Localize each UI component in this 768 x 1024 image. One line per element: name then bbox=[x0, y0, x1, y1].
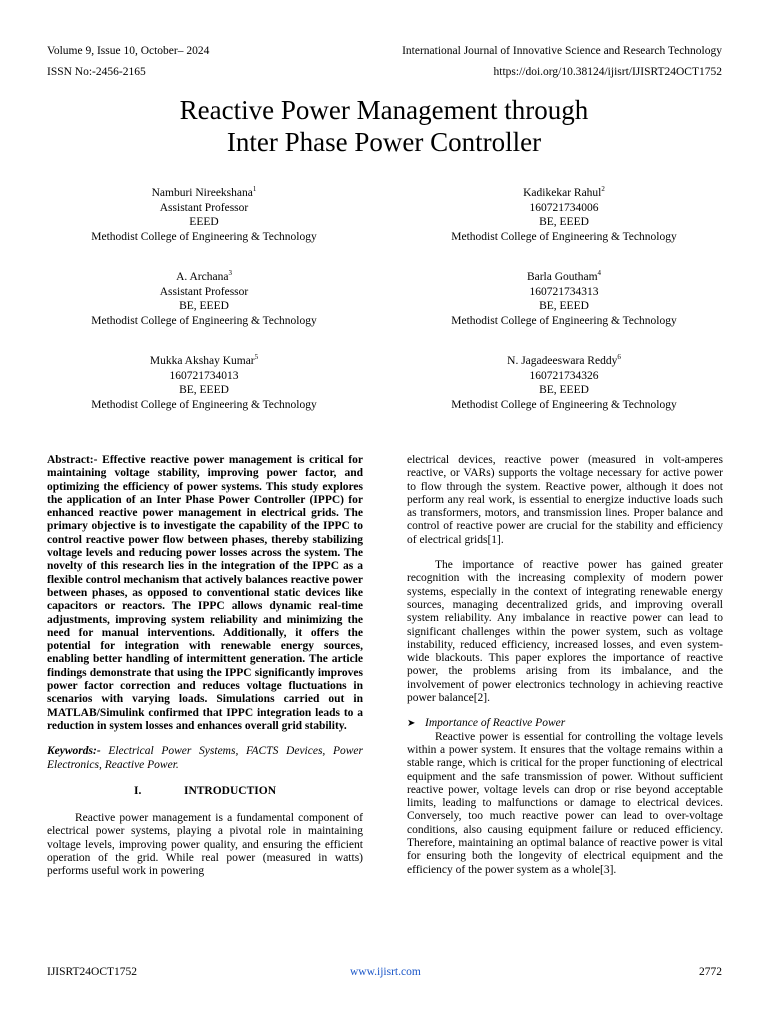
abstract: Abstract:- Effective reactive power management is critical for maintaining voltage stability, improving power factor, and optimizing the efficiency of power systems. This study explores the application of an Inter Phase Power Controller (IPPC) for enhanced reactive power management in electrical grids. The primary objective is to investigate the capability of the IPPC to control reactive power flow between phases, thereby stabilizing voltage levels and reducing power losses across the system. The novelty of this research lies in the integration of the IPPC as a flexible control mechanism that actively balances reactive power between phases, as opposed to conventional static devices like capacitors or reactors. The IPPC allows dynamic real-time adjustments, improving system reliability and minimizing the need for manual interventions. Additionally, it offers the potential for integration with renewable energy sources, enabling better handling of intermittent generation. The article findings demonstrate that using the IPPC significantly improves power factor correction and reduces voltage fluctuations in scenarios with varying loads. Simulations carried out in MATLAB/Simulink confirmed that IPPC integration leads to a reduction in system losses and enhances overall grid stability. bbox=[47, 454, 363, 732]
author-block-4 bbox=[394, 270, 734, 328]
keywords-text: Electrical Power Systems, FACTS Devices, Power Electronics, Reactive Power. bbox=[47, 745, 363, 771]
doi-link[interactable]: https://doi.org/10.38124/ijisrt/IJISRT24OCT1752 bbox=[493, 66, 722, 78]
author-affiliation: Methodist College of Engineering & Technology bbox=[91, 314, 317, 327]
author-name: Barla Goutham$^4$ bbox=[526, 269, 602, 283]
author-name: A. Archana$^3$ bbox=[176, 269, 232, 283]
author-name: Namburi Nireekshana$^1$ bbox=[151, 185, 257, 199]
journal-name: International Journal of Innovative Science and Research Technology bbox=[402, 45, 722, 57]
footer-website-link[interactable]: www.ijisrt.com bbox=[350, 966, 421, 978]
author-role: Assistant Professor bbox=[159, 285, 249, 298]
author-roll-number: 160721734313 bbox=[529, 285, 599, 298]
right-column bbox=[407, 454, 723, 877]
author-block-3 bbox=[34, 270, 374, 328]
section-number: I. bbox=[133, 784, 142, 797]
author-block-6 bbox=[394, 354, 734, 412]
author-name: N. Jagadeeswara Reddy$^6$ bbox=[507, 353, 621, 367]
arrow-bullet-icon: ➤ bbox=[407, 718, 416, 730]
author-affiliation: Methodist College of Engineering & Technology bbox=[91, 230, 317, 243]
author-dept: EEED bbox=[189, 216, 219, 228]
author-roll-number: 160721734326 bbox=[529, 369, 599, 382]
paper-title bbox=[0, 94, 768, 158]
author-affiliation: Methodist College of Engineering & Technology bbox=[91, 398, 317, 411]
author-block-1 bbox=[34, 186, 374, 244]
section-heading-introduction bbox=[47, 785, 363, 798]
issn: ISSN No:-2456-2165 bbox=[47, 66, 146, 78]
section-title: INTRODUCTION bbox=[183, 784, 276, 797]
keywords-label: Keywords:- bbox=[47, 745, 101, 758]
author-affiliation: Methodist College of Engineering & Technology bbox=[451, 314, 677, 327]
author-roll-number: 160721734013 bbox=[169, 369, 239, 382]
paragraph-2: The importance of reactive power has gained greater recognition with the increasing complexity of modern power systems, especially in the context of integrating renewable energy sources, managing decentralized grids, and improving overall system reliability. Any imbalance in reactive power can lead to significant challenges within the power system, such as voltage instability, reduced efficiency, increased losses, and even system-wide blackouts. This paper explores the importance of reactive power, the problems arising from its imbalance, and the involvement of power electronics technology in achieving reactive power balance[2]. bbox=[407, 559, 723, 705]
author-roll-number: 160721734006 bbox=[529, 201, 599, 214]
title-line-1: Reactive Power Management through bbox=[179, 95, 589, 125]
author-block-5 bbox=[34, 354, 374, 412]
left-column bbox=[47, 454, 363, 879]
author-dept: BE, EEED bbox=[539, 300, 589, 312]
author-role: Assistant Professor bbox=[159, 201, 249, 214]
keywords bbox=[47, 745, 363, 772]
volume-issue: Volume 9, Issue 10, October– 2024 bbox=[47, 45, 210, 57]
paragraph-1: electrical devices, reactive power (measured in volt-amperes reactive, or VARs) supports the voltage necessary for active power to flow through the system. Reactive power, although it does not perform any real work, is essential to energize inductive loads such as transformers, motors, and transmission lines. Proper balance and control of reactive power are crucial for the stability and efficiency of electrical grids[1]. bbox=[407, 454, 723, 546]
author-block-2 bbox=[394, 186, 734, 244]
author-name: Mukka Akshay Kumar$^5$ bbox=[149, 353, 259, 367]
page-number: 2772 bbox=[699, 966, 722, 978]
author-dept: BE, EEED bbox=[539, 216, 589, 228]
author-name: Kadikekar Rahul$^2$ bbox=[523, 185, 605, 199]
author-affiliation: Methodist College of Engineering & Technology bbox=[451, 230, 677, 243]
author-dept: BE, EEED bbox=[179, 384, 229, 396]
subsection-title: Importance of Reactive Power bbox=[425, 717, 566, 730]
intro-paragraph: Reactive power management is a fundamental component of electrical power systems, playing a pivotal role in maintaining voltage levels, improving power quality, and ensuring the efficient operation of the grid. While real power (measured in watts) performs useful work in powering bbox=[47, 812, 363, 878]
author-dept: BE, EEED bbox=[179, 300, 229, 312]
author-dept: BE, EEED bbox=[539, 384, 589, 396]
author-affiliation: Methodist College of Engineering & Technology bbox=[451, 398, 677, 411]
title-line-2: Inter Phase Power Controller bbox=[226, 127, 542, 157]
footer-paper-id: IJISRT24OCT1752 bbox=[47, 966, 138, 978]
paragraph-3: Reactive power is essential for controlling the voltage levels within a power system. It ensures that the voltage remains within a stable range, which is critical for the proper functioning of electrical equipment and the safe transmission of power. Without sufficient reactive power, voltage levels can drop or rise beyond acceptable limits, leading to malfunctions or damage to electrical devices. Conversely, too much reactive power can lead to over-voltage conditions, also causing equipment failure or reduced efficiency. Therefore, maintaining an optimal balance of reactive power is vital for ensuring both the longevity of electrical equipment and the efficiency of the power system as a whole[3]. bbox=[407, 730, 723, 876]
subsection-heading bbox=[407, 717, 723, 730]
